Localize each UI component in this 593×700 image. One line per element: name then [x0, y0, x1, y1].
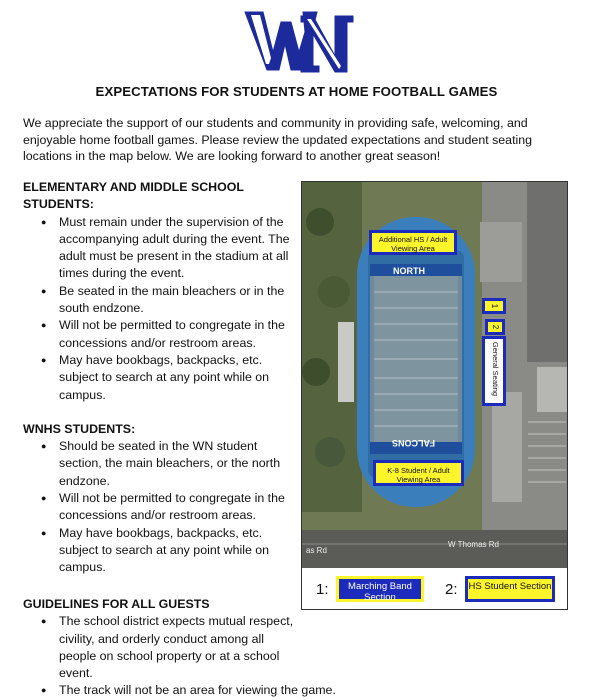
guidelines-section [23, 596, 571, 700]
list-item: ● May have bookbags, backpacks, etc. subject to search at any point while on campus. [59, 525, 295, 577]
road-label-partial: as Rd [306, 546, 327, 555]
wnhs-heading: WNHS STUDENTS: [23, 421, 136, 436]
guidelines-heading: GUIDELINES FOR ALL GUESTS [23, 597, 210, 611]
list-item: ● Should be seated in the WN student section, the main bleachers, or the north endzone. [59, 438, 295, 490]
marker-2: 2 [485, 319, 505, 335]
map-legend [302, 568, 567, 609]
student-expectations [23, 179, 295, 577]
south-endzone-label: FALCONS [392, 438, 436, 448]
elementary-list [23, 214, 295, 404]
list-item: ● May have bookbags, backpacks, etc. subject to search at any point while on campus. [59, 352, 295, 404]
elementary-heading: ELEMENTARY AND MIDDLE SCHOOL STUDENTS: [23, 180, 244, 212]
marker-1: 1 [482, 298, 506, 314]
wn-logo [243, 8, 355, 76]
list-item: ● Will not be permitted to congregate in the concessions and/or restroom areas. [59, 490, 295, 525]
intro-paragraph: We appreciate the support of our students and community in providing safe, welcoming, and enjoyable home football games. Please review the updated expectations and student seating locations in the map below. We are looking forward to another great season! [23, 116, 533, 163]
legend-marching-band: Marching Band Section [336, 576, 424, 602]
legend-1-number: 1: [316, 581, 329, 598]
road-label: W Thomas Rd [448, 540, 499, 549]
k8-viewing-area: K-8 Student / Adult Viewing Area [373, 460, 464, 486]
legend-hs-student: HS Student Section [465, 576, 555, 602]
additional-viewing-area: Additional HS / Adult Viewing Area [369, 230, 457, 255]
list-item: ● The track will not be an area for viewing the game. [59, 682, 571, 699]
list-item: ● The school district expects mutual respect, civility, and orderly conduct among all people on school property or at a school event. [59, 613, 299, 682]
list-item: ● Must remain under the supervision of the accompanying adult during the event. The adult must be present in the stadium at all times during the event. [59, 214, 295, 283]
stadium-map [301, 181, 568, 610]
guidelines-list [23, 613, 571, 699]
wnhs-list [23, 438, 295, 576]
page-title: EXPECTATIONS FOR STUDENTS AT HOME FOOTBALL GAMES [95, 84, 498, 99]
list-item: ● Will not be permitted to congregate in the concessions and/or restroom areas. [59, 317, 295, 352]
north-endzone-label: NORTH [393, 266, 425, 276]
legend-2-number: 2: [445, 581, 458, 598]
list-item: ● Be seated in the main bleachers or in the south endzone. [59, 283, 295, 318]
general-seating-area: General Seating [482, 336, 506, 406]
